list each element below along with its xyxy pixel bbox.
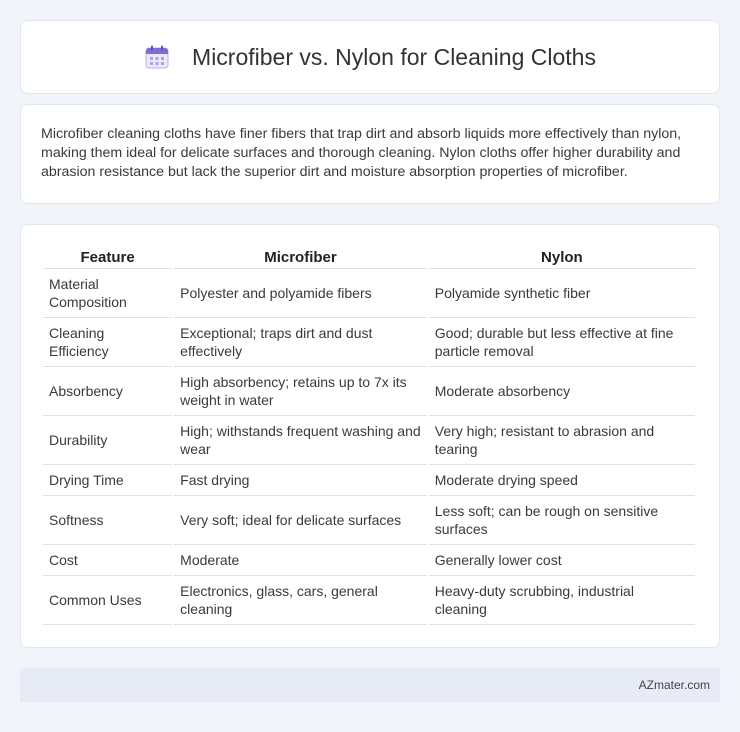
nylon-cell: Moderate drying speed	[429, 465, 695, 496]
nylon-cell: Polyamide synthetic fiber	[429, 269, 695, 318]
table-row	[43, 576, 695, 625]
microfiber-cell: Polyester and polyamide fibers	[174, 269, 427, 318]
header-card	[20, 20, 720, 94]
microfiber-cell: High absorbency; retains up to 7x its weight in water	[174, 367, 427, 416]
footer-source: AZmater.com	[638, 678, 710, 692]
feature-cell: Cleaning Efficiency	[43, 318, 172, 367]
header-microfiber: Microfiber	[174, 243, 427, 269]
microfiber-cell: High; withstands frequent washing and wear	[174, 416, 427, 465]
table-header-row	[43, 243, 695, 269]
feature-cell: Softness	[43, 496, 172, 545]
nylon-cell: Generally lower cost	[429, 545, 695, 576]
microfiber-cell: Moderate	[174, 545, 427, 576]
table-row	[43, 269, 695, 318]
microfiber-cell: Electronics, glass, cars, general cleaning	[174, 576, 427, 625]
table-row	[43, 545, 695, 576]
table-row	[43, 465, 695, 496]
feature-cell: Absorbency	[43, 367, 172, 416]
page-title: Microfiber vs. Nylon for Cleaning Cloths	[192, 43, 596, 70]
feature-cell: Cost	[43, 545, 172, 576]
table-row	[43, 416, 695, 465]
table-row	[43, 367, 695, 416]
nylon-cell: Less soft; can be rough on sensitive surfaces	[429, 496, 695, 545]
feature-cell: Drying Time	[43, 465, 172, 496]
feature-cell: Durability	[43, 416, 172, 465]
header	[144, 44, 596, 71]
comparison-table	[41, 243, 697, 625]
intro-text: Microfiber cleaning cloths have finer fibers that trap dirt and absorb liquids more effectively than nylon, making them ideal for delicate surfaces and thorough cleaning. Nylon cloths offer higher durability and abrasion resistance but lack the superior dirt and moisture absorption properties of microfiber.	[41, 126, 682, 180]
header-feature: Feature	[43, 243, 172, 269]
nylon-cell: Heavy-duty scrubbing, industrial cleaning	[429, 576, 695, 625]
microfiber-cell: Exceptional; traps dirt and dust effectively	[174, 318, 427, 367]
table-row	[43, 318, 695, 367]
microfiber-cell: Fast drying	[174, 465, 427, 496]
feature-cell: Common Uses	[43, 576, 172, 625]
nylon-cell: Very high; resistant to abrasion and tearing	[429, 416, 695, 465]
nylon-cell: Moderate absorbency	[429, 367, 695, 416]
feature-cell: Material Composition	[43, 269, 172, 318]
footer	[20, 668, 720, 702]
intro-card	[20, 104, 720, 204]
comparison-card	[20, 224, 720, 648]
nylon-cell: Good; durable but less effective at fine particle removal	[429, 318, 695, 367]
table-row	[43, 496, 695, 545]
microfiber-cell: Very soft; ideal for delicate surfaces	[174, 496, 427, 545]
header-nylon: Nylon	[429, 243, 695, 269]
calendar-icon	[144, 44, 170, 70]
